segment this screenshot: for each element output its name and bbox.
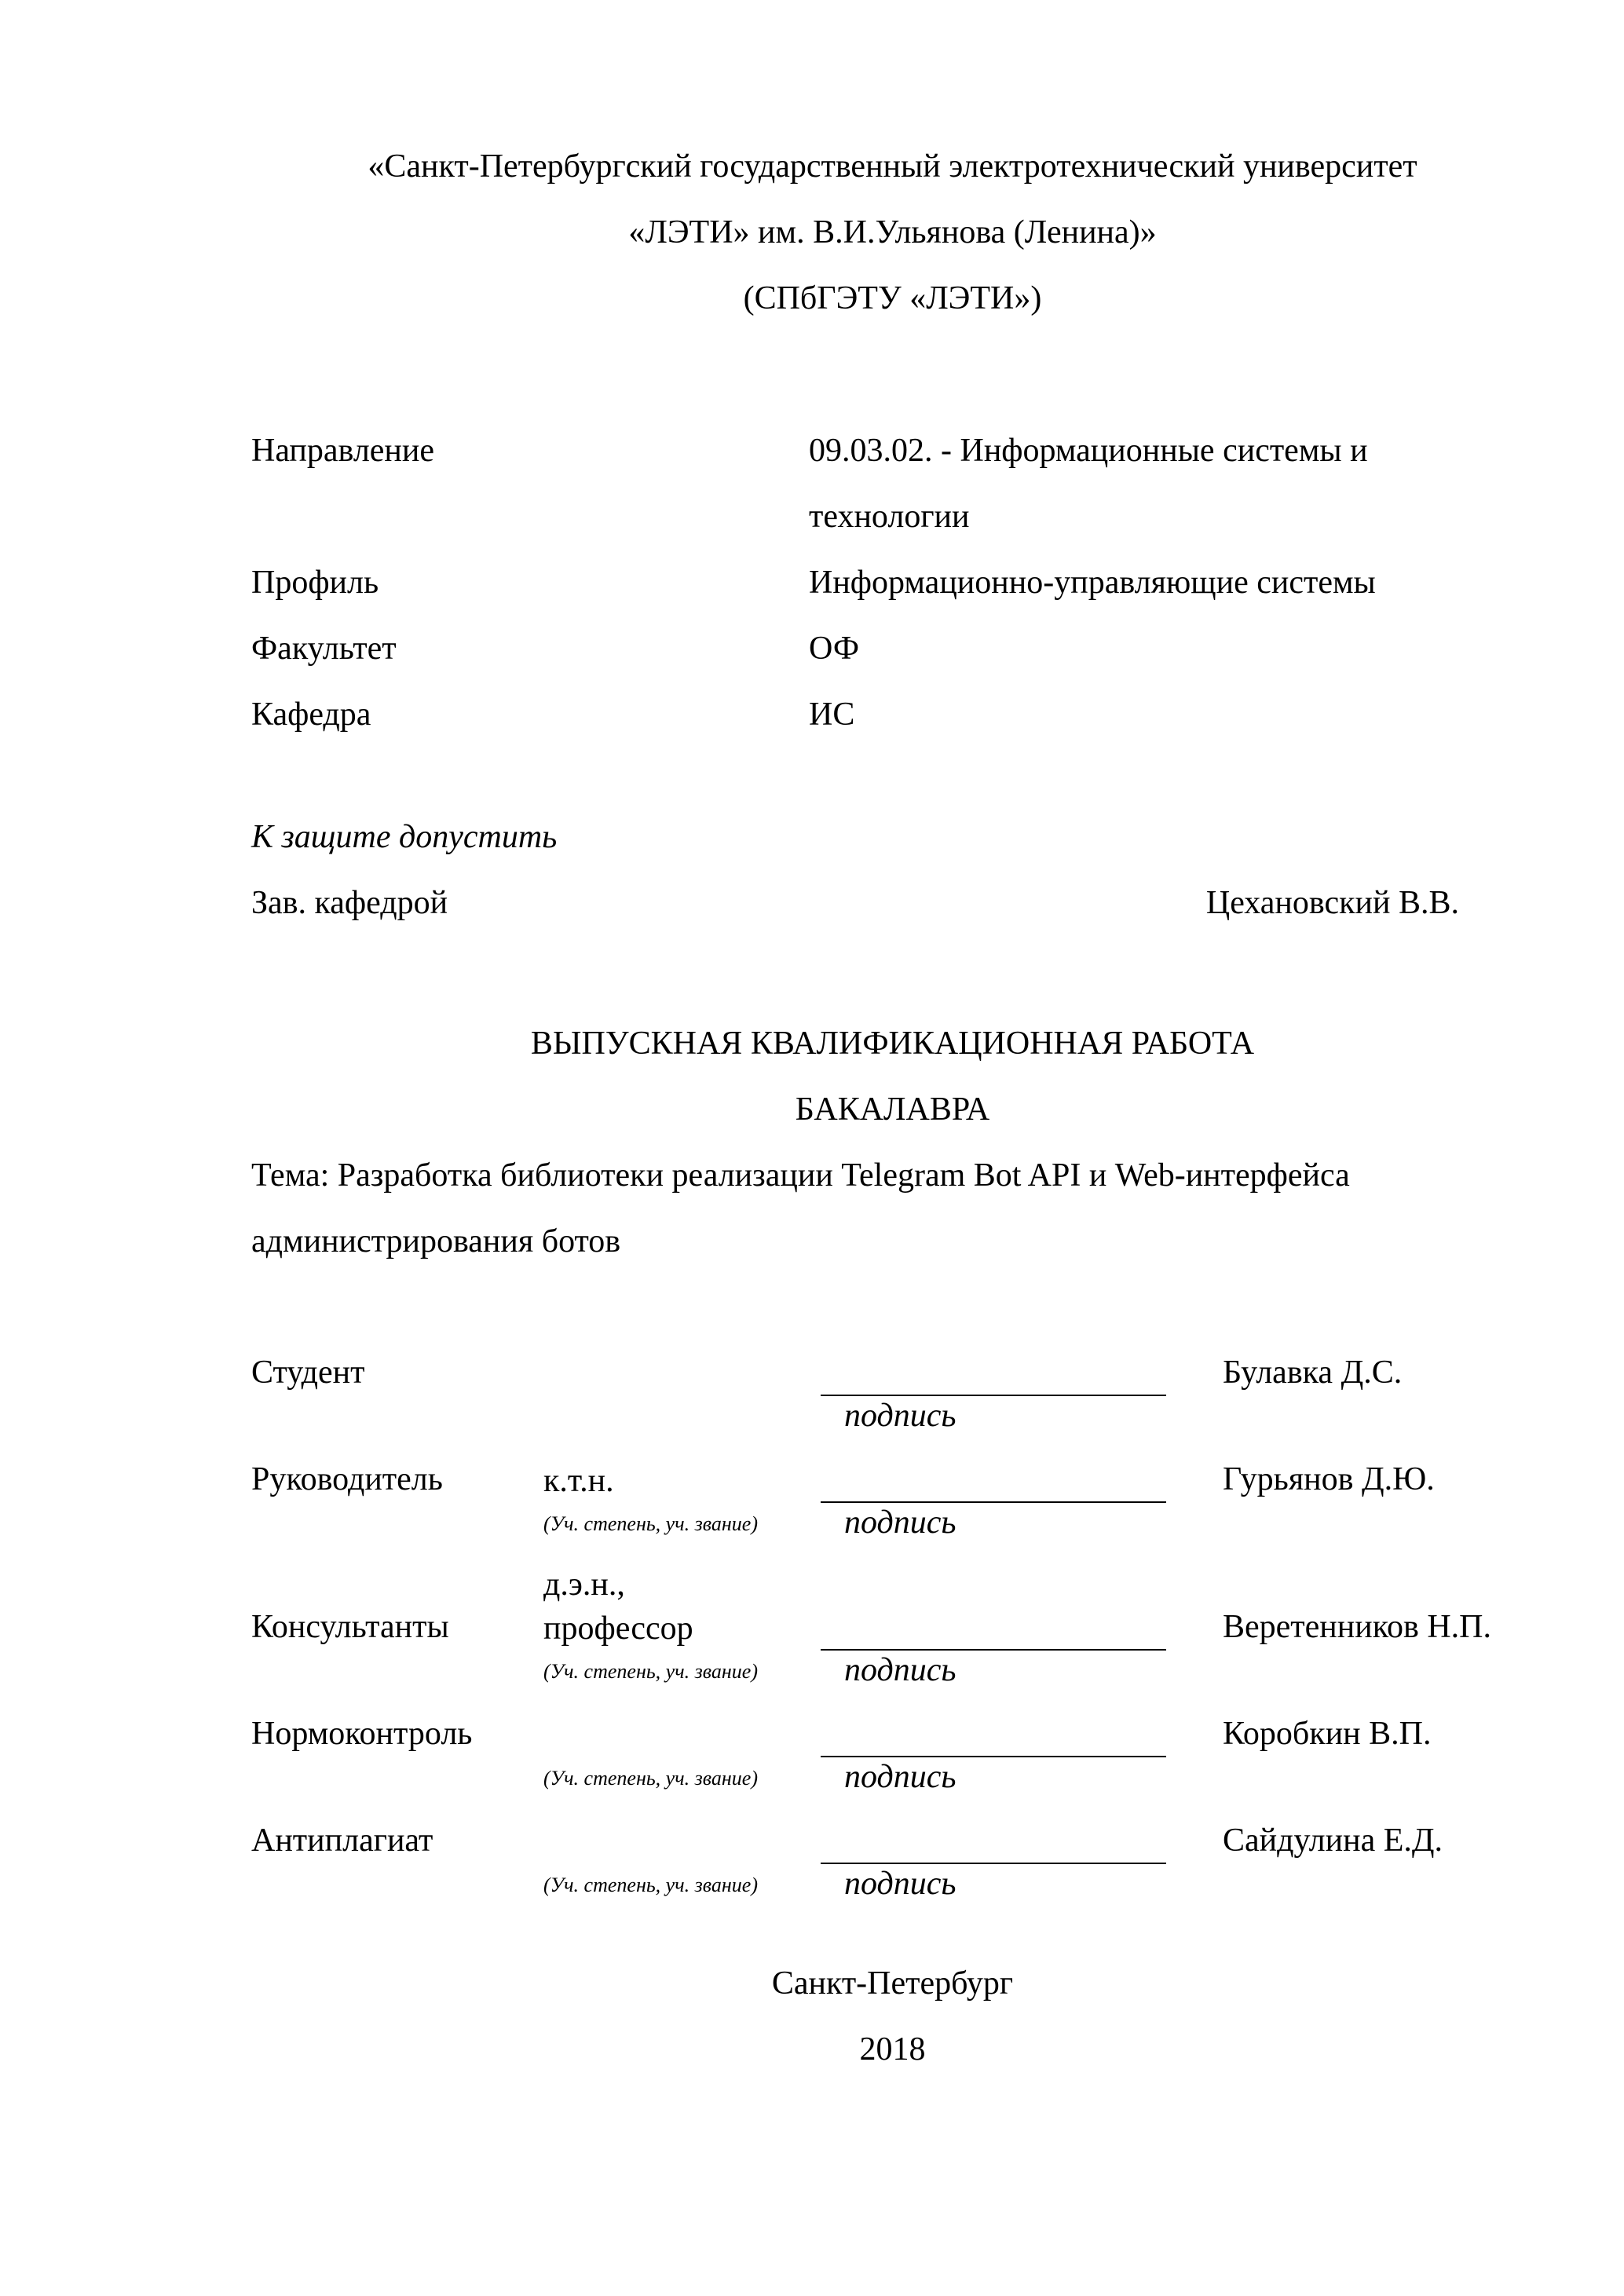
signature-line xyxy=(821,1456,1166,1503)
signature-name: Коробкин В.П. xyxy=(1223,1716,1432,1752)
signature-row-antiplagiarism xyxy=(251,1817,1534,1903)
signature-row-consultants xyxy=(251,1563,1534,1690)
signature-caption: подпись xyxy=(844,1866,956,1902)
signatures-block xyxy=(251,1349,1534,1903)
admission-statement: К защите допустить xyxy=(251,819,558,855)
admission-role: Зав. кафедрой xyxy=(251,885,448,921)
info-label-faculty: Факультет xyxy=(251,631,397,667)
signature-line xyxy=(821,1349,1166,1396)
info-value-department: ИС xyxy=(809,696,855,733)
signature-name: Гурьянов Д.Ю. xyxy=(1223,1461,1435,1497)
info-label-department: Кафедра xyxy=(251,696,371,733)
signature-line xyxy=(821,1710,1166,1757)
signature-role: Антиплагиат xyxy=(251,1823,433,1859)
info-row-department xyxy=(251,682,1534,748)
admission-block xyxy=(251,804,1534,936)
signature-row-supervisor xyxy=(251,1456,1534,1542)
degree-caption: (Уч. степень, уч. звание) xyxy=(543,1767,758,1790)
work-title-block xyxy=(251,1011,1534,1143)
info-value-faculty: ОФ xyxy=(809,631,860,667)
signature-caption: подпись xyxy=(844,1398,956,1434)
signature-line xyxy=(821,1603,1166,1651)
signature-row-student xyxy=(251,1349,1534,1435)
signature-role: Студент xyxy=(251,1355,365,1391)
thesis-theme: Тема: Разработка библиотеки реализации Telegram Bot API и Web-интерфейса администрирования ботов xyxy=(251,1157,1350,1260)
info-value-direction: 09.03.02. - Информационные системы и технологии xyxy=(809,433,1368,535)
admission-name: Цехановский В.В. xyxy=(1205,885,1459,921)
footer-year: 2018 xyxy=(859,2031,926,2067)
signature-role: Нормоконтроль xyxy=(251,1716,473,1752)
degree-caption: (Уч. степень, уч. звание) xyxy=(543,1660,758,1683)
signature-row-normcontrol xyxy=(251,1710,1534,1797)
university-abbreviation: (СПбГЭТУ «ЛЭТИ») xyxy=(743,280,1042,316)
signature-name: Булавка Д.С. xyxy=(1223,1355,1403,1391)
footer-city: Санкт-Петербург xyxy=(771,1965,1014,2002)
info-row-profile xyxy=(251,550,1534,616)
work-title-line2: БАКАЛАВРА xyxy=(795,1091,990,1128)
info-label-direction: Направление xyxy=(251,433,435,469)
info-row-direction xyxy=(251,418,1534,550)
signature-name: Веретенников Н.П. xyxy=(1223,1609,1491,1645)
degree-caption: (Уч. степень, уч. звание) xyxy=(543,1512,758,1535)
document-footer xyxy=(251,1951,1534,2082)
info-value-profile: Информационно-управляющие системы xyxy=(809,565,1376,601)
degree-caption: (Уч. степень, уч. звание) xyxy=(543,1874,758,1896)
signature-degree: к.т.н. xyxy=(543,1463,614,1499)
signature-caption: подпись xyxy=(844,1759,956,1795)
signature-degree: д.э.н., профессор xyxy=(543,1567,693,1647)
signature-line xyxy=(821,1817,1166,1864)
info-label-profile: Профиль xyxy=(251,565,379,601)
signature-caption: подпись xyxy=(844,1652,956,1688)
signature-role: Руководитель xyxy=(251,1461,443,1497)
signature-role: Консультанты xyxy=(251,1609,449,1645)
university-header xyxy=(251,133,1534,331)
work-title-line1: ВЫПУСКНАЯ КВАЛИФИКАЦИОННАЯ РАБОТА xyxy=(530,1026,1255,1062)
program-info-table xyxy=(251,418,1534,748)
university-name-line1: «Санкт-Петербургский государственный электротехнический университет xyxy=(368,148,1417,185)
university-name-line2: «ЛЭТИ» им. В.И.Ульянова (Ленина)» xyxy=(628,214,1157,250)
admission-signature-row xyxy=(251,870,1534,936)
info-row-faculty xyxy=(251,616,1534,682)
signature-caption: подпись xyxy=(844,1504,956,1541)
signature-name: Сайдулина Е.Д. xyxy=(1223,1823,1443,1859)
